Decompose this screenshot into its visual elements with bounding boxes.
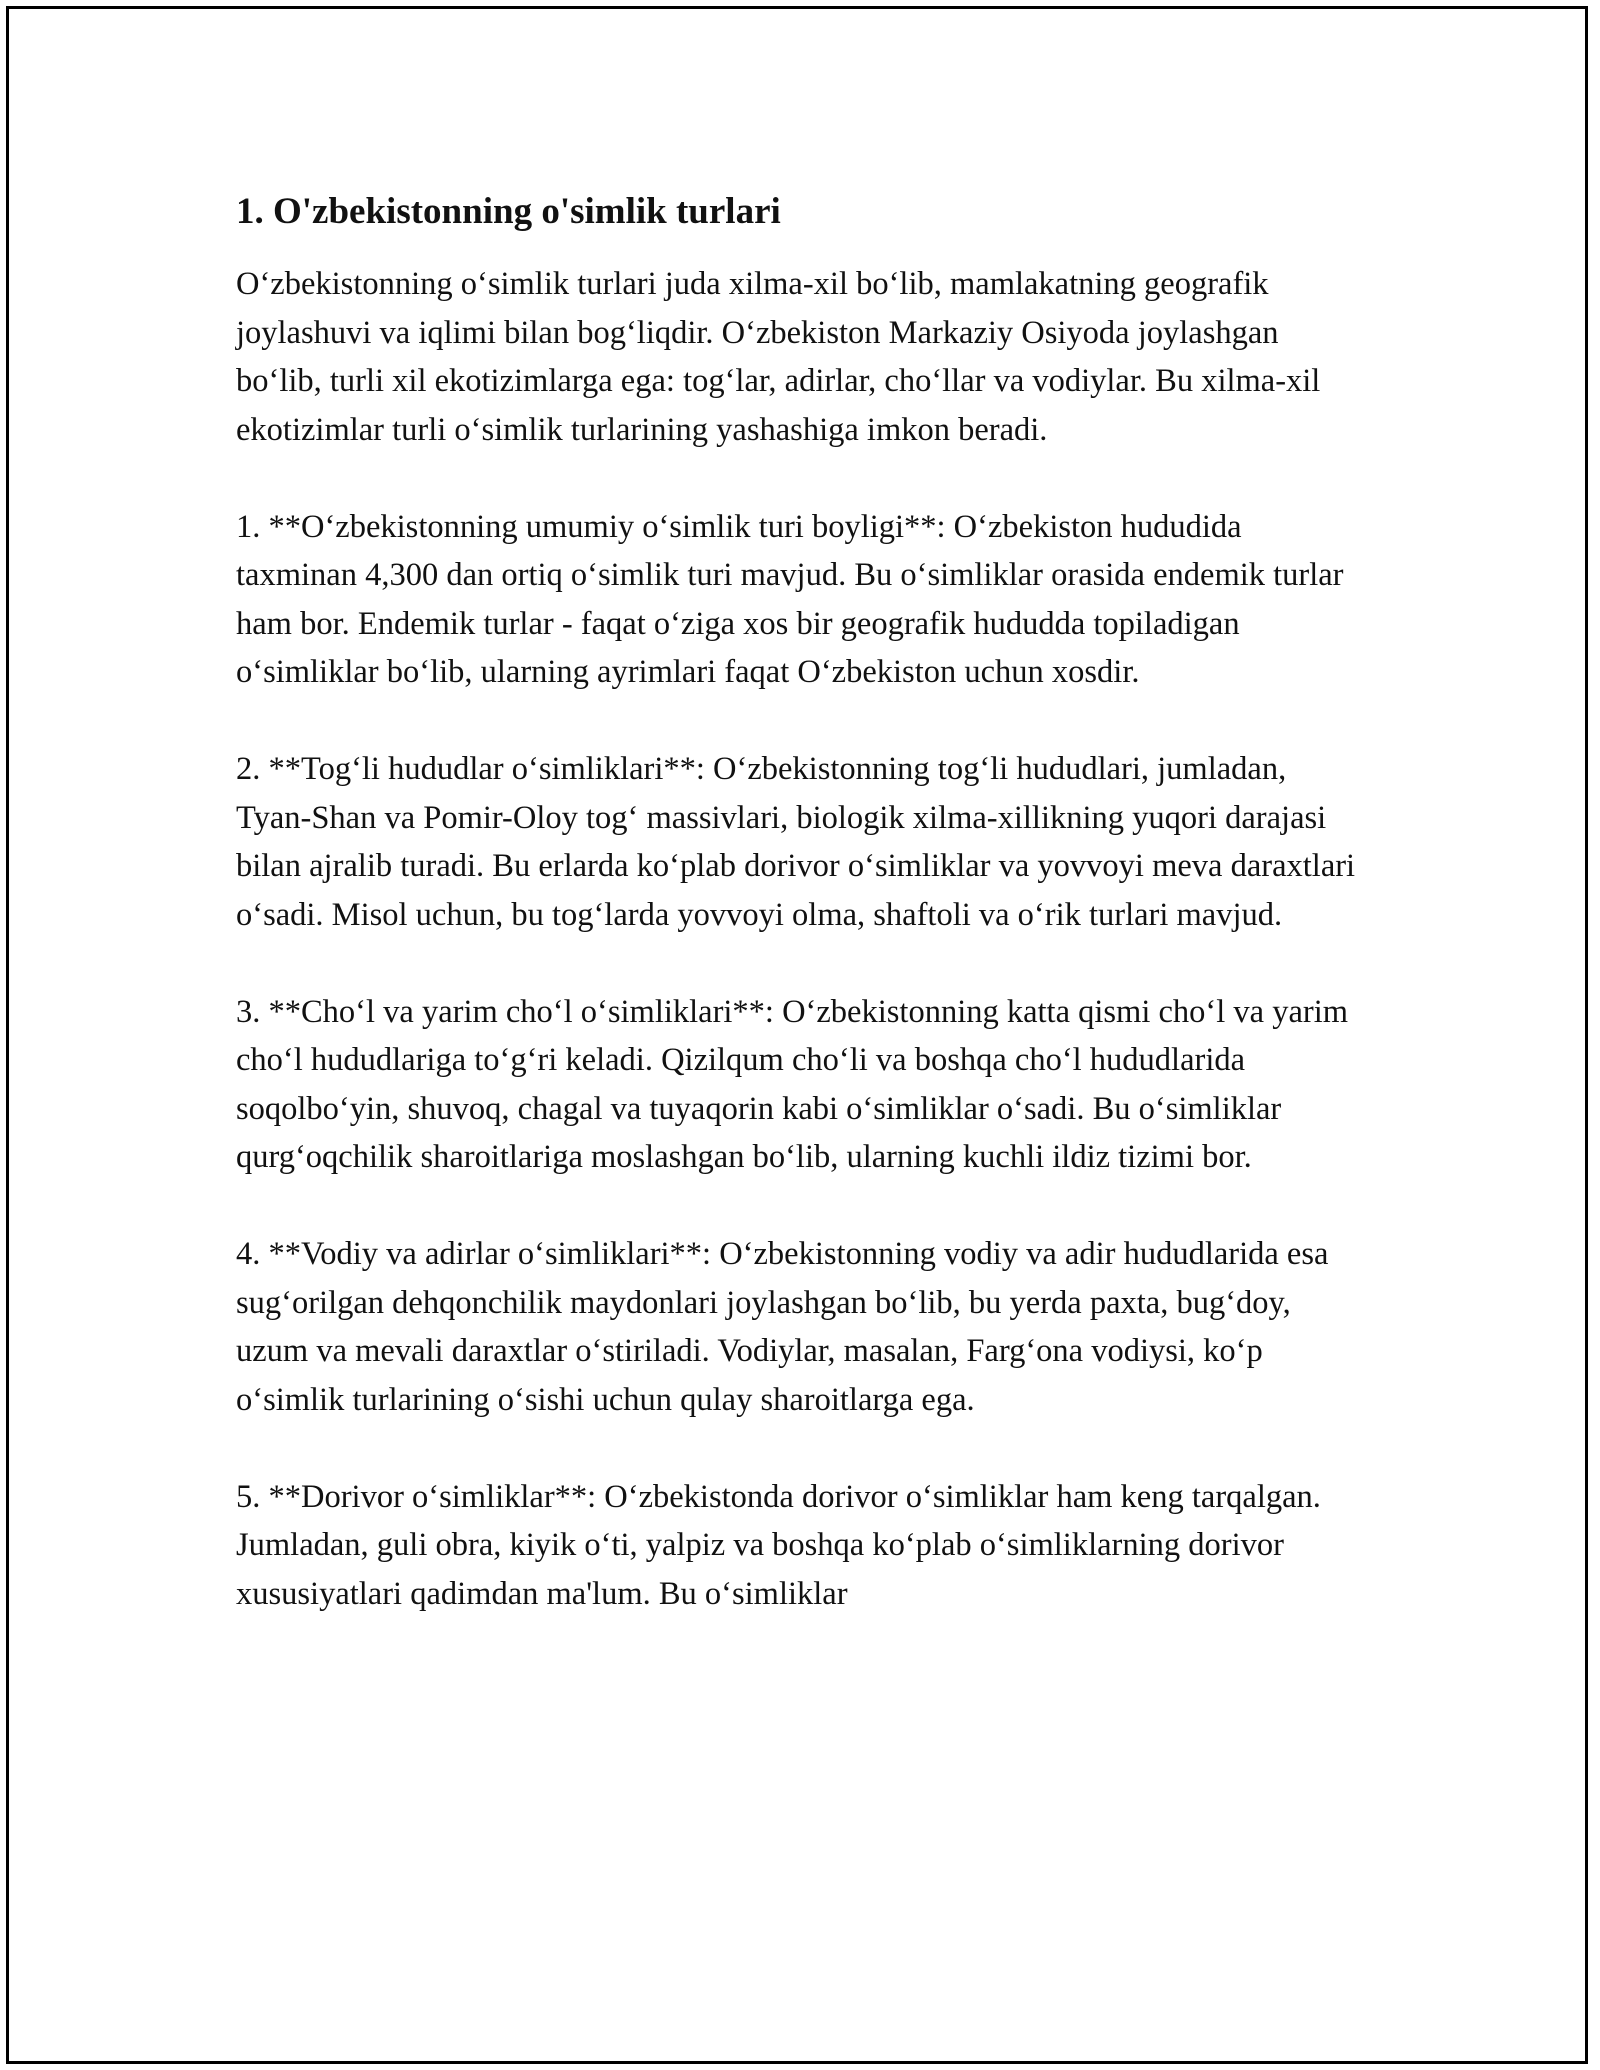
paragraph-medicinal-plants: 5. **Dorivor o‘simliklar**: O‘zbekistonda dorivor o‘simliklar ham keng tarqalgan. Jumladan, guli obra, kiyik o‘ti, yalpiz va boshqa ko‘plab o‘simliklarning dorivor xususiyatlari qadimdan ma'lum. Bu o‘simliklar <box>236 1478 1321 1612</box>
paragraph-species-richness: 1. **O‘zbekistonning umumiy o‘simlik turi boyligi**: O‘zbekiston hududida taxminan 4,300 dan ortiq o‘simlik turi mavjud. Bu o‘simliklar orasida endemik turlar ham bor. Endemik turlar - faqat o‘ziga xos bir geografik hududda topiladigan o‘simliklar bo‘lib, ularning ayrimlari faqat O‘zbekiston uchun xosdir. <box>236 508 1344 690</box>
paragraph-intro: O‘zbekistonning o‘simlik turlari juda xilma-xil bo‘lib, mamlakatning geografik joylashuvi va iqlimi bilan bog‘liqdir. O‘zbekiston Markaziy Osiyoda joylashgan bo‘lib, turli xil ekotizimlarga ega: tog‘lar, adirlar, cho‘llar va vodiylar. Bu xilma-xil ekotizimlar turli o‘simlik turlarining yashashiga imkon beradi. <box>236 266 1321 448</box>
paragraph-valley-plants: 4. **Vodiy va adirlar o‘simliklari**: O‘zbekistonning vodiy va adir hududlarida esa sug‘orilgan dehqonchilik maydonlari joylashgan bo‘lib, bu yerda paxta, bug‘doy, uzum va mevali daraxtlar o‘stiriladi. Vodiylar, masalan, Farg‘ona vodiysi, ko‘p o‘simlik turlarining o‘sishi uchun qulay sharoitlarga ega. <box>236 1236 1329 1418</box>
paragraph-mountain-plants: 2. **Tog‘li hududlar o‘simliklari**: O‘zbekistonning tog‘li hududlari, jumladan, Tyan-Shan va Pomir-Oloy tog‘ massivlari, biologik xilma-xillikning yuqori darajasi bilan ajralib turadi. Bu erlarda ko‘plab dorivor o‘simliklar va yovvoyi meva daraxtlari o‘sadi. Misol uchun, bu tog‘larda yovvoyi olma, shaftoli va o‘rik turlari mavjud. <box>236 751 1356 933</box>
paragraph-desert-plants: 3. **Cho‘l va yarim cho‘l o‘simliklari**: O‘zbekistonning katta qismi cho‘l va yarim cho‘l hududlariga to‘g‘ri keladi. Qizilqum cho‘li va boshqa cho‘l hududlarida soqolbo‘yin, shuvoq, chagal va tuyaqorin kabi o‘simliklar o‘sadi. Bu o‘simliklar qurg‘oqchilik sharoitlariga moslashgan bo‘lib, ularning kuchli ildiz tizimi bor. <box>236 993 1348 1175</box>
document-title: 1. O'zbekistonning o'simlik turlari <box>236 191 781 232</box>
document-body <box>236 186 1356 1667</box>
